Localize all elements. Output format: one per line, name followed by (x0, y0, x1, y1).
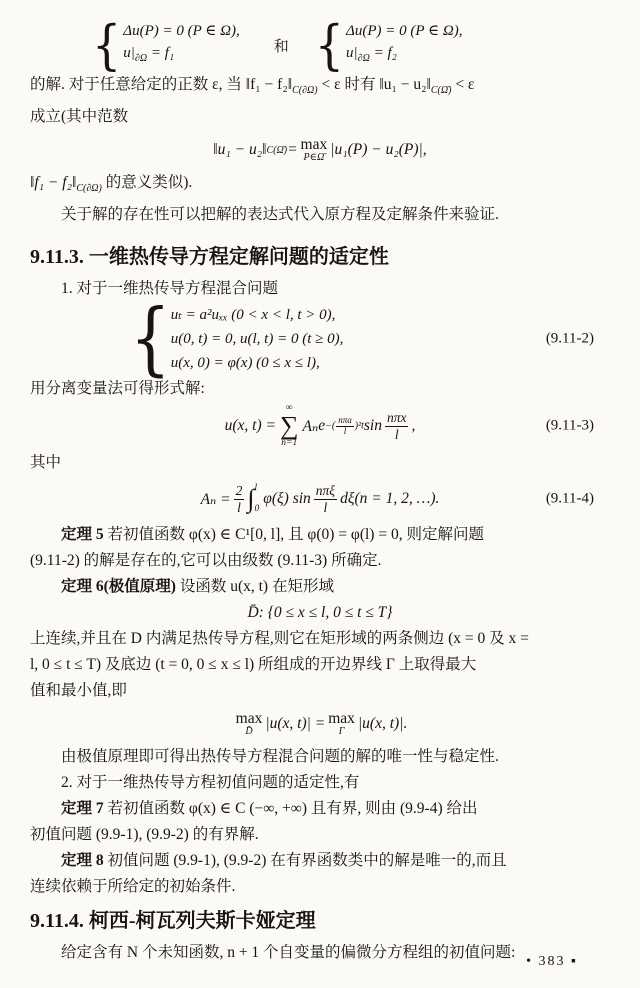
theorem-7-line-1: 定理 7 若初值函数 φ(x) ∈ C (−∞, +∞) 且有界, 则由 (9.9-4) 给出 (61, 800, 478, 817)
section-title: 柯西-柯瓦列夫斯卡娅定理 (88, 910, 316, 932)
list-item-2: 2. 对于一维热传导方程初值问题的适定性,有 (61, 774, 360, 791)
theorem-5-line-1: 定理 5 若初值函数 φ(x) ∈ C¹[0, l], 且 φ(0) = φ(l) = 0, 则定解问题 (61, 526, 484, 543)
rectangle-domain-formula: D̄: {0 ≤ x ≤ l, 0 ≤ t ≤ T} (247, 604, 393, 621)
uniqueness-paragraph: 由极值原理即可得出热传导方程混合问题的解的唯一性与稳定性. (61, 748, 499, 765)
connector-word: 和 (273, 38, 289, 55)
stability-paragraph-line-2: 成立(其中范数 (30, 108, 129, 125)
boundary-subscript: ∂Ω (134, 53, 148, 64)
equation-tag: (9.11-3) (545, 417, 594, 434)
boundary-conditions-line: u(0, t) = 0, u(l, t) = 0 (t ≥ 0), (170, 331, 344, 347)
two-over-l-fraction: $\frac{2}{l}$ (235, 482, 243, 515)
section-number: 9.11.4. (30, 910, 84, 932)
cauchy-intro-paragraph: 给定含有 N 个未知函数, n + 1 个自变量的偏微分方程组的初值问题: (61, 944, 516, 961)
laplace-equation: Δu(P) = 0 (123, 23, 184, 39)
laplace-equation: Δu(P) = 0 (346, 23, 407, 39)
norm-subscript: C(∂Ω) (76, 183, 102, 194)
system-1-boundary: $u|_{\partial\Omega} = f_1$ (123, 45, 175, 64)
dirichlet-problem-pair (92, 13, 610, 77)
coefficient-formula: Aₙ = $\frac{2}{l}$ ∫ l 0 φ(ξ) sin $\frac{\text{nπξ}}{l}$ dξ (n = 1, 2, …). (9.11-4) (200, 482, 594, 515)
separation-paragraph: 用分离变量法可得形式解: (30, 380, 205, 397)
section-heading-9-11-3 (30, 242, 610, 272)
system-1-lines (123, 20, 239, 70)
max-operator: max P∈Ω̄ (300, 136, 328, 163)
norm-subscript: C(Ω̄) (430, 85, 452, 96)
theorem-8-line-2: 连续依赖于所给定的初始条件. (30, 878, 236, 895)
series-solution-formula: u(x, t) = ∞ ∑ n=1 Aₙ e −( $\frac{\text{nπa}}{l}$ )²t sin $\frac{\text{nπx}}{l}$ , (9.11-3) (224, 402, 594, 448)
existence-paragraph: 关于解的存在性可以把解的表达式代入原方程及定解条件来验证. (61, 206, 499, 223)
system-2-equation (346, 20, 462, 42)
exponent-fraction: $\frac{\text{nπa}}{l}$ (338, 414, 352, 436)
stability-paragraph-line-1: 的解. 对于任意给定的正数 ε, 当 ‖f₁ − $f_2‖_{C(\partial\Omega)} < \varepsilon$ 时有 ‖u₁ − $u_2‖_{C(\Omegā)} < \varepsilon$ (30, 76, 475, 96)
sine-argument-fraction: $\frac{\text{nπx}}{l}$ (386, 409, 407, 442)
system-2-lines (346, 20, 462, 70)
dirichlet-system-1 (92, 13, 240, 77)
list-item-1: 1. 对于一维热传导方程混合问题 (61, 280, 279, 297)
theorem-5-line-2: (9.11-2) 的解是存在的,它可以由级数 (9.11-3) 所确定. (30, 552, 382, 569)
integral-limits: l 0 (254, 483, 260, 514)
norm-subscript: C(Ω̄) (266, 144, 288, 156)
equation-tag: (9.11-4) (545, 490, 594, 507)
system-2-boundary: $u|_{\partial\Omega} = f_2$ (346, 45, 397, 64)
dirichlet-system-2 (314, 13, 463, 77)
left-brace-icon: { (92, 13, 122, 77)
system-9-11-2-lines (171, 303, 344, 375)
domain-condition: (P ∈ Ω), (183, 23, 240, 39)
domain-condition: (P ∈ Ω), (406, 23, 463, 39)
max-operator: max Γ (328, 710, 355, 737)
theorem-7-label: 定理 7 (61, 800, 104, 817)
norm-subscript: C(∂Ω) (292, 85, 318, 96)
sine-argument-fraction: $\frac{\text{nπξ}}{l}$ (315, 482, 336, 515)
theorem-8-label: 定理 8 (61, 852, 104, 869)
theorem-5-label: 定理 5 (61, 526, 104, 543)
left-brace-icon: { (314, 13, 345, 77)
theorem-7-line-2: 初值问题 (9.9-1), (9.9-2) 的有界解. (30, 826, 259, 843)
max-operator: max D̄ (235, 710, 263, 737)
section-heading-9-11-4 (30, 906, 610, 936)
summation-operator: ∞ ∑ n=1 (279, 402, 299, 448)
theorem-6-line-2: 上连续,并且在 D 内满足热传导方程,则它在矩形域的两条侧边 (x = 0 及 x = (30, 630, 529, 647)
system-1-equation (123, 20, 239, 42)
equation-tag: (9.11-2) (545, 330, 594, 347)
section-title: 一维热传导方程定解问题的适定性 (88, 246, 389, 268)
theorem-8-line-1: 定理 8 初值问题 (9.9-1), (9.9-2) 在有界函数类中的解是唯一的,而且 (61, 852, 507, 869)
page-number: • 383 ▪ (526, 954, 578, 969)
mixed-problem-system (30, 292, 610, 386)
theorem-6-label: 定理 6(极值原理) (61, 578, 176, 595)
section-number: 9.11.3. (30, 246, 84, 268)
norm-definition-formula: ‖u₁ − u₂‖ C(Ω̄) = max P∈Ω̄ |u₁(P) − u₂(P)|, (213, 136, 427, 163)
heat-equation-line: uₜ = a²uₓₓ (0 < x < l, t > 0), (170, 307, 336, 323)
theorem-6-line-3: l, 0 ≤ t ≤ T) 及底边 (t = 0, 0 ≤ x ≤ l) 所组成的开边界线 Γ 上取得最大 (30, 656, 477, 673)
exponent: −( $\frac{\text{nπa}}{l}$ )²t (325, 414, 364, 436)
max-principle-formula: max D̄ |u(x, t)| = max Γ |u(x, t)|. (235, 710, 408, 737)
left-brace-icon: { (130, 292, 171, 386)
theorem-6-line-1: 定理 6(极值原理) 设函数 u(x, t) 在矩形域 (61, 578, 334, 595)
integral-operator: ∫ (247, 484, 255, 513)
boundary-subscript: ∂Ω (357, 53, 370, 64)
theorem-6-line-4: 值和最小值,即 (30, 682, 127, 699)
norm-note-line: ‖f₁ − $f_2‖_{C(\partial\Omega)}$ 的意义类似). (30, 174, 193, 194)
where-line: 其中 (30, 454, 62, 471)
initial-condition-line: u(x, 0) = φ(x) (0 ≤ x ≤ l), (170, 355, 320, 371)
